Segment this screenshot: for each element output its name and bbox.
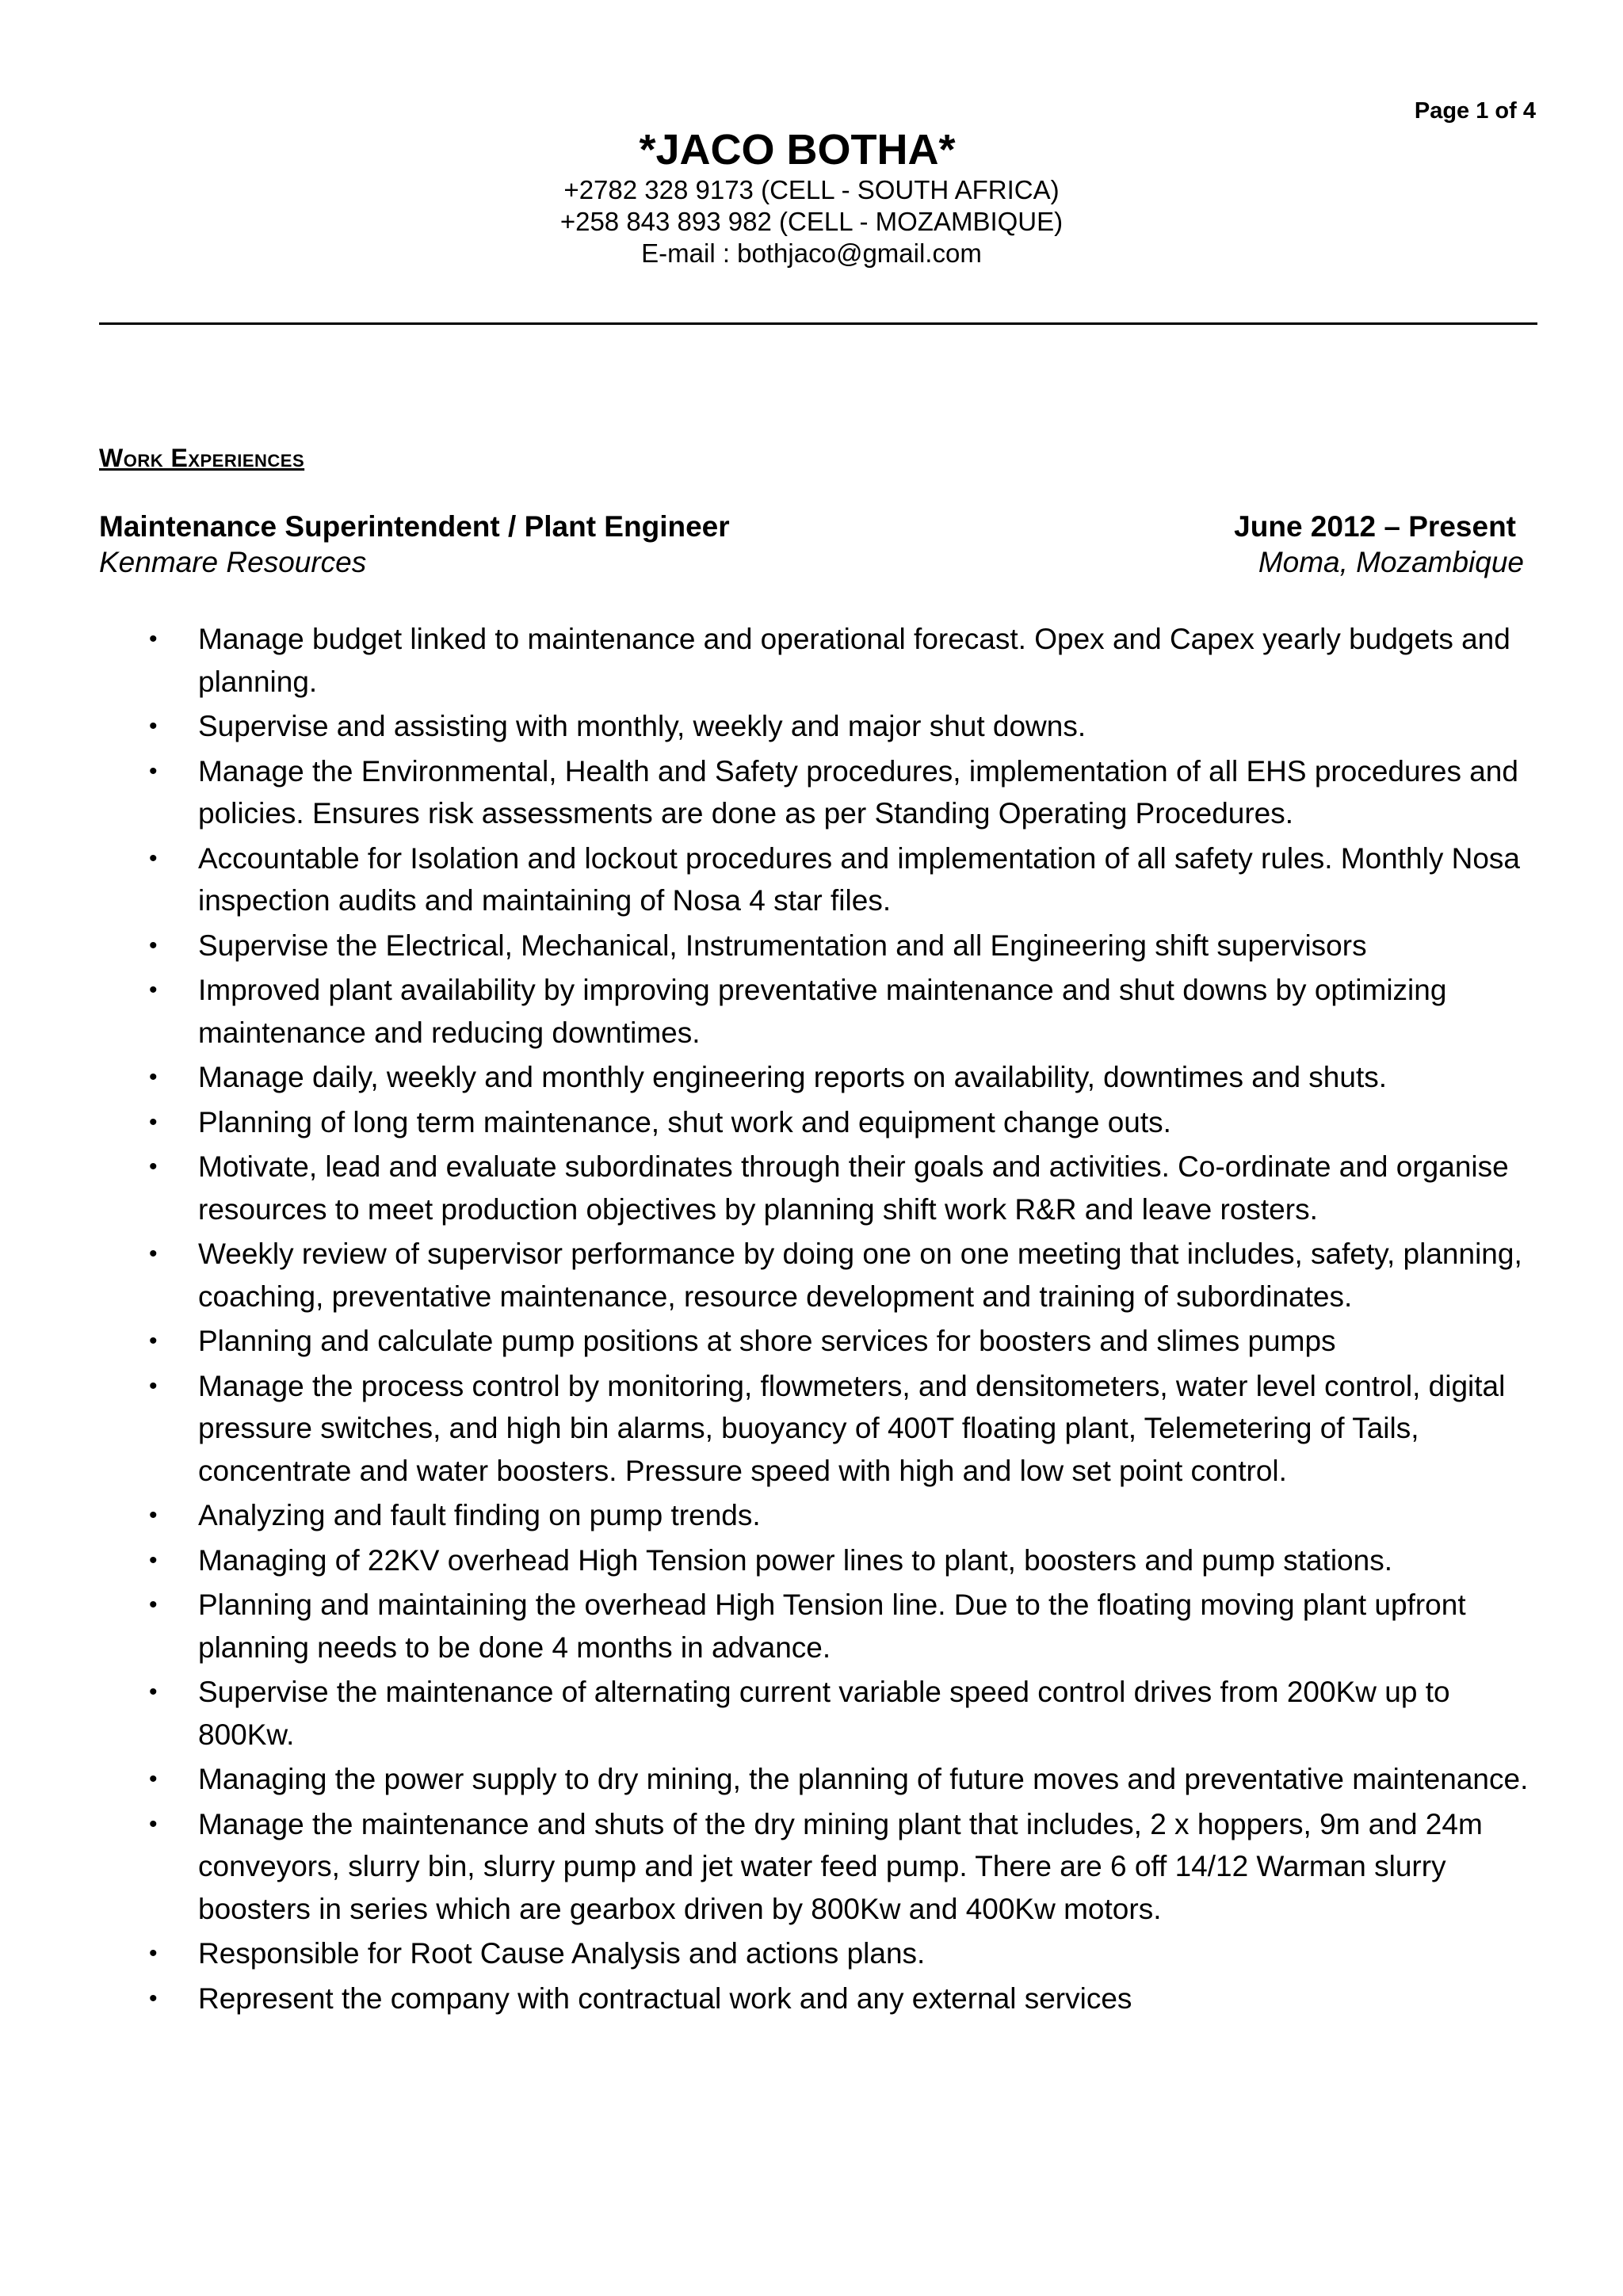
duty-text: Responsible for Root Cause Analysis and actions plans. xyxy=(198,1937,926,1970)
email-line: E-mail : bothjaco@gmail.com xyxy=(641,238,982,268)
duty-text: Managing of 22KV overhead High Tension power lines to plant, boosters and pump stations. xyxy=(198,1543,1392,1577)
duty-text: Accountable for Isolation and lockout procedures and implementation of all safety rules. Monthly Nosa inspection audits and maintaining of Nosa 4 star files. xyxy=(198,841,1520,917)
section-title-work-experiences: Work Experiences xyxy=(99,444,305,472)
duty-item xyxy=(0,1320,1623,1363)
duty-item xyxy=(0,1146,1623,1230)
duty-item xyxy=(0,1233,1623,1318)
bullet-dot-icon: • xyxy=(149,1766,158,1792)
job-company: Kenmare Resources xyxy=(99,546,367,578)
page-number: Page 1 of 4 xyxy=(1414,98,1536,124)
bullet-dot-icon: • xyxy=(149,1679,158,1705)
duty-item xyxy=(0,1671,1623,1756)
bullet-dot-icon: • xyxy=(149,977,158,1003)
duty-text: Weekly review of supervisor performance by doing one on one meeting that includes, safety, planning, coaching, preventative maintenance, resource development and training of subordinates. xyxy=(198,1238,1522,1313)
duty-item xyxy=(0,750,1623,835)
duty-item xyxy=(0,1101,1623,1144)
duty-item xyxy=(0,925,1623,967)
bullet-dot-icon: • xyxy=(149,1985,158,2012)
bullet-dot-icon: • xyxy=(149,757,158,784)
duty-item xyxy=(0,969,1623,1054)
duty-text: Manage the Environmental, Health and Safety procedures, implementation of all EHS procedures and policies. Ensures risk assessments are done as per Standing Operating Procedures. xyxy=(198,754,1518,830)
duty-item xyxy=(0,1803,1623,1931)
duty-item xyxy=(0,705,1623,748)
duty-text: Manage the maintenance and shuts of the dry mining plant that includes, 2 x hoppers, 9m and 24m conveyors, slurry bin, slurry pump and jet water feed pump. There are 6 off 14/12 Warman slurry boosters in series which are gearbox driven by 800Kw and 400Kw motors. xyxy=(198,1807,1483,1925)
candidate-name: *JACO BOTHA* xyxy=(639,126,956,174)
duty-text: Analyzing and fault finding on pump trends. xyxy=(198,1499,761,1531)
duty-text: Supervise the maintenance of alternating current variable speed control drives from 200Kw up to 800Kw. xyxy=(198,1676,1450,1751)
bullet-dot-icon: • xyxy=(149,932,158,959)
job-title: Maintenance Superintendent / Plant Engineer xyxy=(99,510,730,543)
phone-south-africa: +2782 328 9173 (CELL - SOUTH AFRICA) xyxy=(563,175,1060,204)
duty-text: Manage budget linked to maintenance and operational forecast. Opex and Capex yearly budgets and planning. xyxy=(198,623,1510,698)
bullet-dot-icon: • xyxy=(149,1372,158,1399)
bullet-dot-icon: • xyxy=(149,1502,158,1528)
duty-item xyxy=(0,1584,1623,1669)
header-divider xyxy=(99,322,1537,325)
bullet-dot-icon: • xyxy=(149,713,158,739)
duty-item xyxy=(0,1932,1623,1975)
duty-item xyxy=(0,837,1623,922)
duty-item xyxy=(0,618,1623,703)
job-location: Moma, Mozambique xyxy=(1258,546,1524,578)
bullet-dot-icon: • xyxy=(149,1328,158,1354)
bullet-dot-icon: • xyxy=(149,1241,158,1267)
bullet-dot-icon: • xyxy=(149,1547,158,1573)
duty-item xyxy=(0,1494,1623,1537)
bullet-dot-icon: • xyxy=(149,1810,158,1837)
duty-item xyxy=(0,1365,1623,1493)
duty-item xyxy=(0,1056,1623,1099)
bullet-dot-icon: • xyxy=(149,626,158,652)
phone-mozambique: +258 843 893 982 (CELL - MOZAMBIQUE) xyxy=(559,207,1064,236)
bullet-dot-icon: • xyxy=(149,1154,158,1180)
duty-text: Supervise and assisting with monthly, weekly and major shut downs. xyxy=(198,710,1086,742)
job-dates: June 2012 – Present xyxy=(1234,510,1516,543)
duty-text: Improved plant availability by improving preventative maintenance and shut downs by optimizing maintenance and reducing downtimes. xyxy=(198,974,1447,1049)
duty-text: Planning of long term maintenance, shut work and equipment change outs. xyxy=(198,1105,1171,1138)
job-title-row xyxy=(99,510,1524,543)
resume-header xyxy=(0,125,1623,269)
duty-text: Motivate, lead and evaluate subordinates through their goals and activities. Co-ordinate and organise resources to meet production objectives by planning shift work R&R and leave rosters. xyxy=(198,1150,1509,1226)
duty-item xyxy=(0,1758,1623,1801)
bullet-dot-icon: • xyxy=(149,1592,158,1618)
bullet-dot-icon: • xyxy=(149,1940,158,1966)
duty-text: Managing the power supply to dry mining, the planning of future moves and preventative maintenance. xyxy=(198,1763,1529,1795)
duty-item xyxy=(0,1539,1623,1582)
bullet-dot-icon: • xyxy=(149,845,158,871)
bullet-dot-icon: • xyxy=(149,1064,158,1090)
duty-text: Represent the company with contractual work and any external services xyxy=(198,1981,1132,2015)
duty-text: Supervise the Electrical, Mechanical, Instrumentation and all Engineering shift supervisors xyxy=(198,929,1367,962)
bullet-dot-icon: • xyxy=(149,1108,158,1135)
duties-list xyxy=(0,618,1623,2022)
duty-text: Planning and maintaining the overhead High Tension line. Due to the floating moving plant upfront planning needs to be done 4 months in advance. xyxy=(198,1589,1466,1664)
duty-item xyxy=(0,1978,1623,2020)
duty-text: Manage the process control by monitoring, flowmeters, and densitometers, water level control, digital pressure switches, and high bin alarms, buoyancy of 400T floating plant, Telemetering of Tails, concentrate and water boosters. Pressure speed with high and low set point control. xyxy=(198,1369,1506,1487)
duty-text: Planning and calculate pump positions at shore services for boosters and slimes pumps xyxy=(198,1325,1336,1357)
job-company-row xyxy=(99,546,1524,579)
duty-text: Manage daily, weekly and monthly engineering reports on availability, downtimes and shuts. xyxy=(198,1061,1388,1093)
